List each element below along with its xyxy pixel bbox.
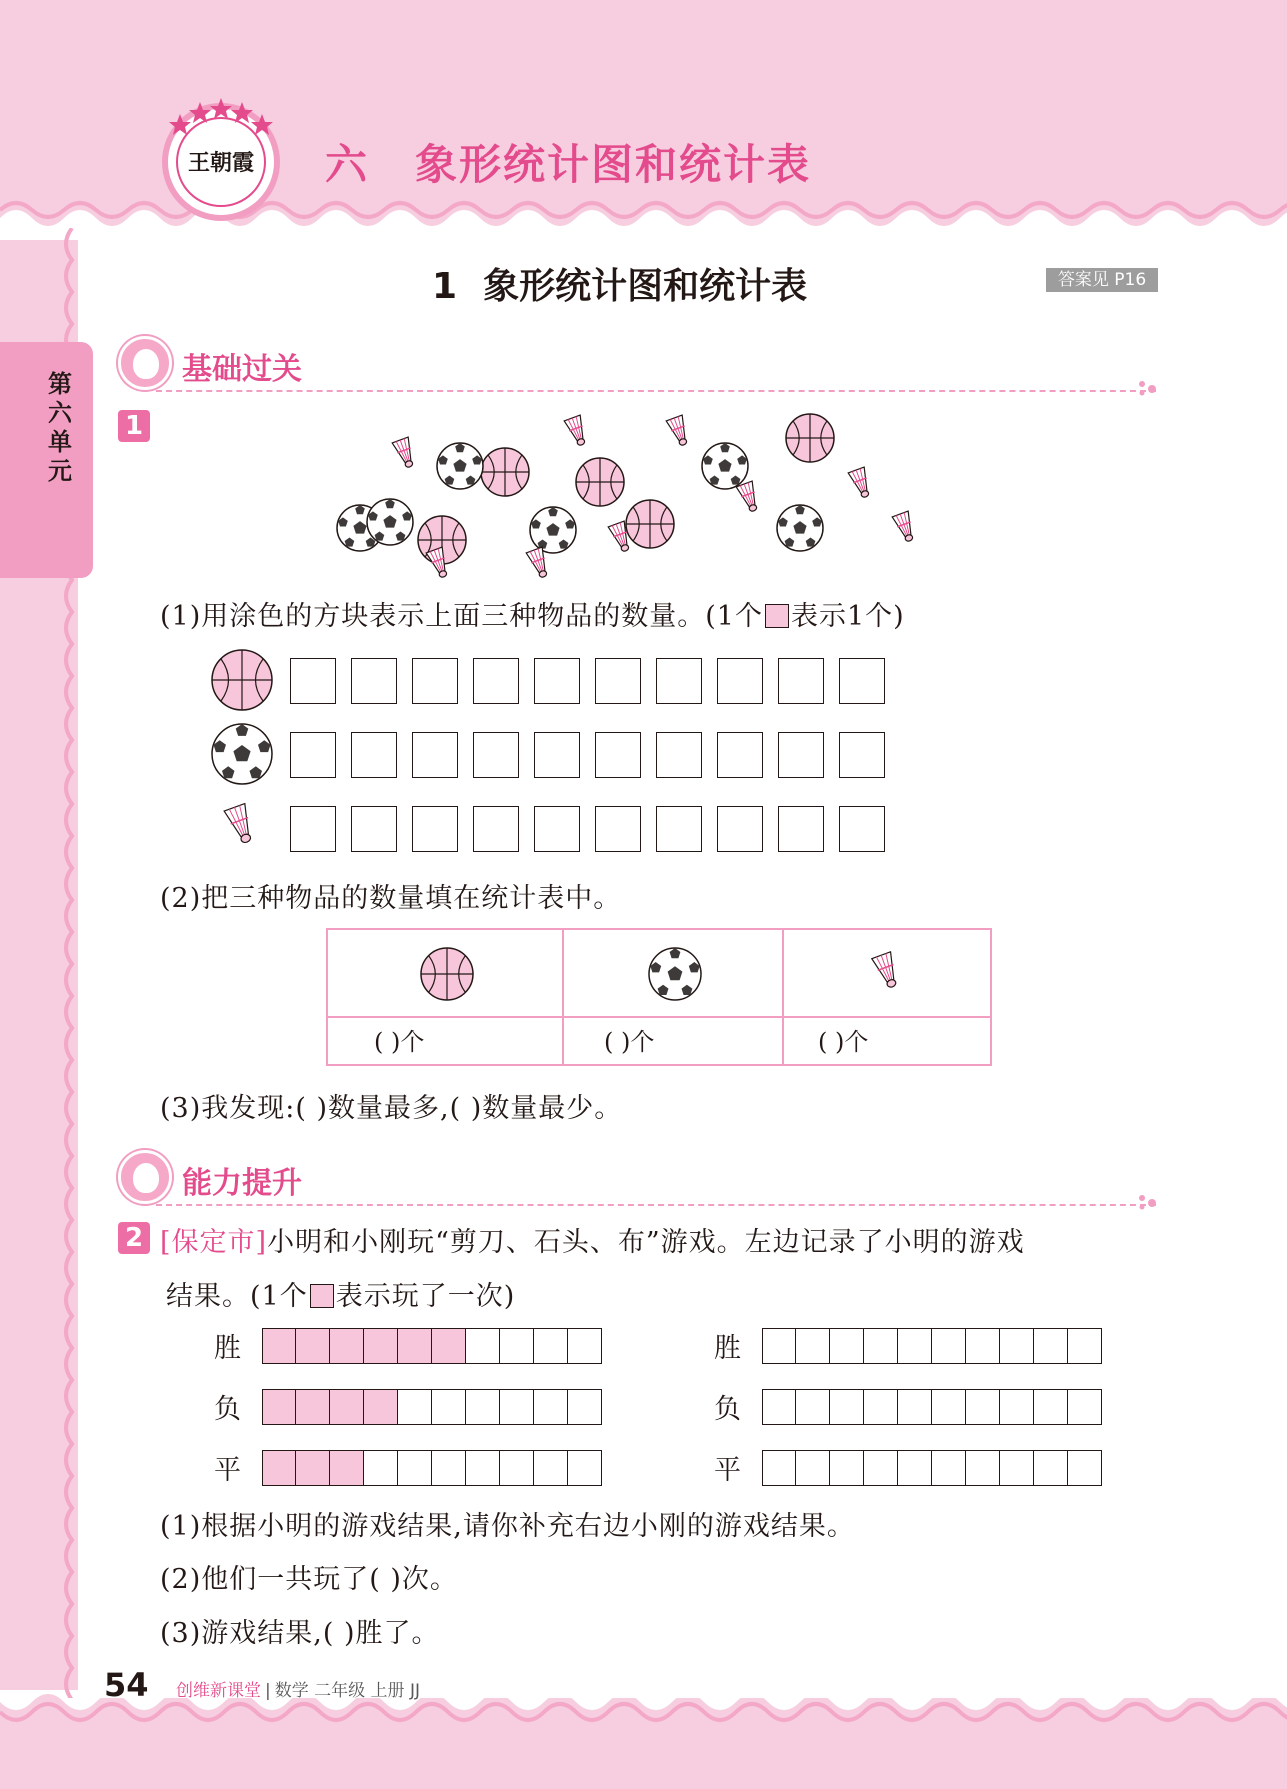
xiaogang-row-label: 负 [714, 1394, 741, 1425]
section-basic-title: 基础过关 [182, 352, 302, 387]
record-cell [398, 1389, 432, 1425]
page-number: 54 [104, 1666, 149, 1704]
record-cell[interactable] [762, 1328, 796, 1364]
q2-part2-text: (2)他们一共玩了( )次。 [160, 1564, 458, 1595]
section-basic-header [116, 336, 1176, 396]
xiaogang-row-label: 平 [714, 1455, 741, 1486]
q2-intro-after: 表示玩了一次) [335, 1281, 516, 1312]
basketball-icon [481, 448, 529, 496]
q2-intro-text: 小明和小刚玩“剪刀、石头、布”游戏。左边记录了小明的游戏 [267, 1227, 1025, 1258]
record-cell [534, 1450, 568, 1486]
grid-cell[interactable] [412, 658, 458, 704]
record-cell[interactable] [796, 1450, 830, 1486]
record-cell[interactable] [898, 1450, 932, 1486]
record-cell [432, 1389, 466, 1425]
separator: | [265, 1681, 271, 1701]
grid-cell[interactable] [534, 732, 580, 778]
q2-intro-line1 [160, 1220, 1025, 1259]
statistics-table [326, 928, 992, 1066]
record-cell [432, 1328, 466, 1364]
filled-square-icon [310, 1284, 334, 1308]
grid-cell[interactable] [595, 806, 641, 852]
shuttlecock-icon [564, 415, 590, 448]
record-cell[interactable] [864, 1328, 898, 1364]
record-cell [296, 1389, 330, 1425]
record-cell [466, 1389, 500, 1425]
basketball-icon [210, 648, 274, 712]
record-cell[interactable] [966, 1328, 1000, 1364]
series-name: 创维新课堂 [176, 1681, 261, 1701]
side-unit-tab-label: 第六单元 [48, 370, 72, 485]
shuttlecock-icon [666, 415, 692, 448]
football-icon [210, 722, 274, 786]
record-cell [568, 1328, 602, 1364]
record-cell[interactable] [830, 1450, 864, 1486]
grid-cell[interactable] [534, 806, 580, 852]
record-cell [500, 1450, 534, 1486]
record-cell [466, 1328, 500, 1364]
football-icon [702, 443, 748, 489]
basketball-icon [626, 500, 674, 548]
lesson-title [432, 258, 807, 309]
unit-title [325, 132, 811, 192]
q2-part1-text: (1)根据小明的游戏结果,请你补充右边小刚的游戏结果。 [160, 1511, 855, 1542]
record-cell [500, 1328, 534, 1364]
football-icon [437, 443, 483, 489]
grid-cell[interactable] [290, 806, 336, 852]
record-cell[interactable] [1034, 1389, 1068, 1425]
record-cell[interactable] [1000, 1450, 1034, 1486]
record-cell[interactable] [1034, 1328, 1068, 1364]
lesson-title-text: 象形统计图和统计表 [483, 266, 808, 307]
q1-part2-text: (2)把三种物品的数量填在统计表中。 [160, 883, 622, 914]
grid-cell[interactable] [656, 806, 702, 852]
grid-cell[interactable] [656, 658, 702, 704]
q1-part1-after: 表示1个) [790, 601, 905, 632]
record-cell [330, 1450, 364, 1486]
q2-part3-text: (3)游戏结果,( )胜了。 [160, 1618, 440, 1649]
boy-mascot-icon [118, 336, 172, 390]
grid-cell[interactable] [778, 732, 824, 778]
grid-cell[interactable] [290, 658, 336, 704]
record-cell [534, 1328, 568, 1364]
basketball-icon [417, 944, 477, 1004]
record-cell[interactable] [898, 1389, 932, 1425]
record-cell[interactable] [864, 1389, 898, 1425]
record-cell [432, 1450, 466, 1486]
table-row-divider [328, 1016, 990, 1018]
grid-cell[interactable] [473, 658, 519, 704]
record-cell[interactable] [898, 1328, 932, 1364]
football-icon [777, 505, 823, 551]
grid-cell[interactable] [839, 658, 885, 704]
xiaoming-row-label: 平 [214, 1455, 241, 1486]
shuttlecock-icon [210, 796, 274, 860]
shuttlecock-icon [392, 437, 418, 470]
record-cell[interactable] [932, 1389, 966, 1425]
record-cell [364, 1450, 398, 1486]
grid-cell[interactable] [717, 658, 763, 704]
section-divider [156, 1204, 1156, 1206]
record-cell[interactable] [796, 1389, 830, 1425]
q1-part3-text: (3)我发现:( )数量最多,( )数量最少。 [160, 1093, 623, 1124]
record-cell [262, 1450, 296, 1486]
record-cell[interactable] [1034, 1450, 1068, 1486]
record-cell [568, 1389, 602, 1425]
grid-cell[interactable] [473, 732, 519, 778]
record-cell [568, 1450, 602, 1486]
record-cell[interactable] [1000, 1328, 1034, 1364]
record-cell[interactable] [932, 1450, 966, 1486]
grid-cell[interactable] [412, 806, 458, 852]
brand-logo [158, 96, 284, 222]
record-cell [364, 1328, 398, 1364]
record-cell[interactable] [864, 1450, 898, 1486]
grid-cell[interactable] [595, 658, 641, 704]
record-cell[interactable] [796, 1328, 830, 1364]
grid-cell[interactable] [778, 806, 824, 852]
grid-cell[interactable] [534, 658, 580, 704]
q2-intro-line2 [166, 1274, 515, 1313]
items-illustration [330, 400, 950, 580]
q2-region-tag: [保定市] [160, 1227, 268, 1258]
record-cell[interactable] [1068, 1450, 1102, 1486]
table-blank-football[interactable]: ( )个 [604, 1028, 655, 1056]
side-unit-tab [0, 342, 93, 578]
grid-cell[interactable] [778, 658, 824, 704]
football-icon [530, 507, 576, 553]
record-cell[interactable] [966, 1389, 1000, 1425]
q2-intro-before: 结果。(1个 [166, 1281, 308, 1312]
unit-title-text: 象形统计图和统计表 [415, 140, 812, 189]
shuttlecock-icon [864, 944, 912, 1004]
record-cell[interactable] [1000, 1389, 1034, 1425]
football-icon [645, 944, 705, 1004]
record-cell [330, 1328, 364, 1364]
football-icon [367, 499, 413, 545]
record-cell [262, 1389, 296, 1425]
lesson-number: 1 [432, 266, 458, 307]
grid-cell[interactable] [717, 806, 763, 852]
record-cell[interactable] [830, 1328, 864, 1364]
record-cell [534, 1389, 568, 1425]
record-cell [398, 1450, 432, 1486]
record-cell [466, 1450, 500, 1486]
record-cell[interactable] [966, 1450, 1000, 1486]
dots-decoration-icon [1136, 380, 1160, 396]
record-cell[interactable] [1068, 1389, 1102, 1425]
q1-part1-text [160, 594, 905, 633]
grid-cell[interactable] [351, 732, 397, 778]
grid-cell[interactable] [839, 806, 885, 852]
svg-text:王朝霞: 王朝霞 [187, 150, 255, 176]
book-info [176, 1676, 420, 1701]
unit-number: 六 [325, 140, 370, 189]
q1-part1-before: (1)用涂色的方块表示上面三种物品的数量。(1个 [160, 601, 763, 632]
basketball-icon [786, 414, 834, 462]
grid-cell[interactable] [717, 732, 763, 778]
record-cell [296, 1450, 330, 1486]
girl-mascot-icon [118, 1150, 172, 1204]
basketball-icon [576, 458, 624, 506]
section-divider [156, 390, 1156, 392]
record-cell[interactable] [1068, 1328, 1102, 1364]
subject: 数学 [274, 1681, 309, 1701]
grid-cell[interactable] [290, 732, 336, 778]
record-cell[interactable] [830, 1389, 864, 1425]
grid-cell[interactable] [839, 732, 885, 778]
grade: 二年级 [314, 1681, 366, 1701]
record-cell[interactable] [762, 1450, 796, 1486]
question-2-number: 2 [118, 1222, 150, 1254]
table-blank-basketball[interactable]: ( )个 [374, 1028, 425, 1056]
xiaoming-row-label: 负 [214, 1394, 241, 1425]
record-cell [364, 1389, 398, 1425]
shuttlecock-icon [736, 481, 762, 514]
question-1-number: 1 [118, 410, 150, 442]
record-cell [330, 1389, 364, 1425]
xiaogang-row-label: 胜 [714, 1333, 741, 1364]
record-cell [398, 1328, 432, 1364]
answer-reference-tag: 答案见 P16 [1046, 268, 1158, 292]
grid-cell[interactable] [412, 732, 458, 778]
record-cell [500, 1389, 534, 1425]
table-blank-shuttlecock[interactable]: ( )个 [818, 1028, 869, 1056]
grid-cell[interactable] [656, 732, 702, 778]
record-cell [262, 1328, 296, 1364]
grid-cell[interactable] [595, 732, 641, 778]
shuttlecock-icon [848, 467, 874, 500]
grid-cell[interactable] [351, 658, 397, 704]
shuttlecock-icon [892, 511, 918, 544]
grid-cell[interactable] [351, 806, 397, 852]
edition: JJ [409, 1681, 420, 1701]
grid-cell[interactable] [473, 806, 519, 852]
section-advance-header [116, 1150, 1176, 1210]
volume: 上册 [370, 1681, 405, 1701]
section-advance-title: 能力提升 [182, 1166, 302, 1201]
record-cell[interactable] [762, 1389, 796, 1425]
record-cell [296, 1328, 330, 1364]
record-cell[interactable] [932, 1328, 966, 1364]
filled-square-icon [765, 604, 789, 628]
xiaoming-row-label: 胜 [214, 1333, 241, 1364]
dots-decoration-icon [1136, 1194, 1160, 1210]
